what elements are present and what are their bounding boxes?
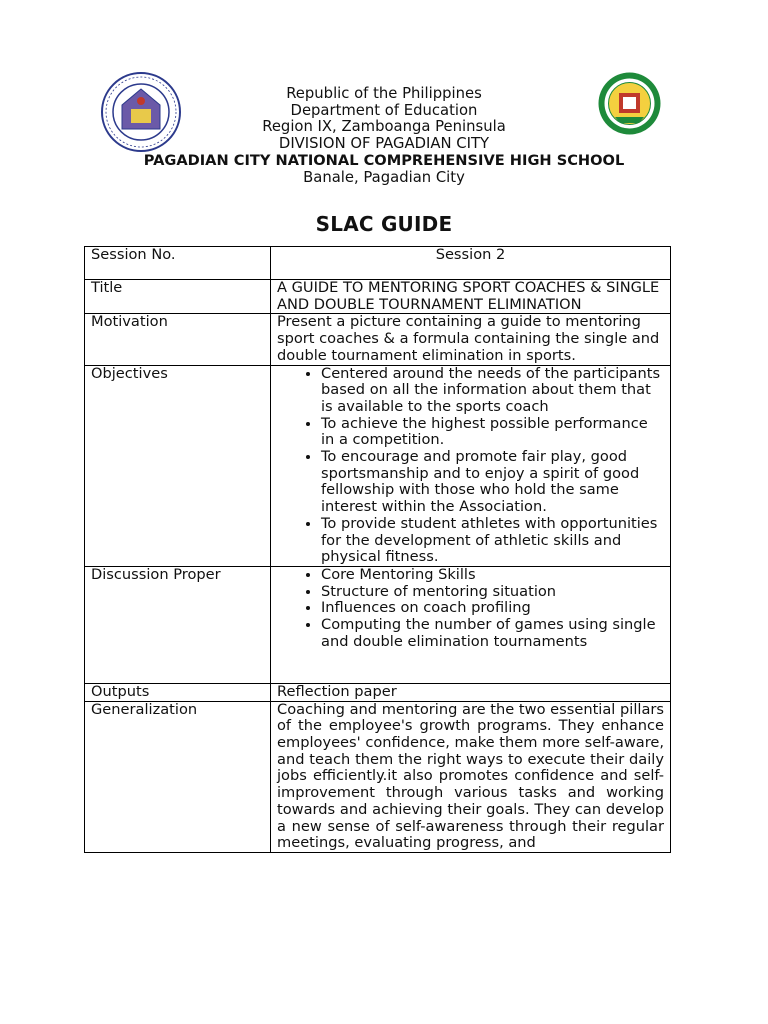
list-item: • Core Mentoring Skills [321,567,664,584]
session-label: Session No. [85,247,271,280]
department-line: Department of Education [290,101,478,119]
list-item: • Computing the number of games using single and double elimination tournaments [321,617,664,650]
outputs-row [85,683,671,701]
outputs-value: Reflection paper [271,683,671,701]
objectives-row [85,365,671,566]
republic-line: Republic of the Philippines [286,85,482,102]
outputs-label: Outputs [85,683,271,701]
generalization-row [85,701,671,852]
motivation-value: Present a picture containing a guide to mentoring sport coaches & a formula containing the single and double tournament elimination in sports. [271,314,671,365]
session-row [85,247,671,280]
motivation-label: Motivation [85,314,271,365]
list-item: • Structure of mentoring situation [321,584,664,601]
objectives-value [271,365,671,566]
motivation-row [85,314,671,365]
slac-guide-table [84,246,671,853]
discussion-row [85,566,671,683]
list-item: • To achieve the highest possible performance in a competition. [321,416,664,449]
generalization-label: Generalization [85,701,271,852]
title-value: A GUIDE TO MENTORING SPORT COACHES & SINGLE AND DOUBLE TOURNAMENT ELIMINATION [271,280,671,314]
session-value: Session 2 [271,247,671,280]
region-line: Region IX, Zamboanga Peninsula [262,118,506,136]
list-item: • Influences on coach profiling [321,600,664,617]
list-item: • Centered around the needs of the participants based on all the information about them that is available to the sports coach [321,366,664,416]
letterhead [0,86,768,186]
objectives-label: Objectives [85,365,271,566]
school-address: Banale, Pagadian City [303,168,465,186]
title-row [85,280,671,314]
list-item: • To provide student athletes with opportunities for the development of athletic skills and physical fitness. [321,516,664,566]
title-label: Title [85,280,271,314]
generalization-value: Coaching and mentoring are the two essential pillars of the employee's growth programs. They enhance employees' confidence, make them more self-aware, and teach them the right ways to execute their daily jobs efficiently.it also promotes confidence and self-improvement through various tasks and working towards and achieving their goals. They can develop a new sense of self-awareness through their regular meetings, evaluating progress, and [271,701,671,852]
list-item: • To encourage and promote fair play, good sportsmanship and to enjoy a spirit of good fellowship with those who hold the same interest within the Association. [321,449,664,516]
objectives-list [277,366,664,566]
discussion-label: Discussion Proper [85,566,271,683]
discussion-value [271,566,671,683]
division-line: DIVISION OF PAGADIAN CITY [278,135,490,153]
discussion-list [277,567,664,651]
document-title: SLAC GUIDE [315,212,453,236]
school-name: PAGADIAN CITY NATIONAL COMPREHENSIVE HIGH SCHOOL [143,151,625,169]
